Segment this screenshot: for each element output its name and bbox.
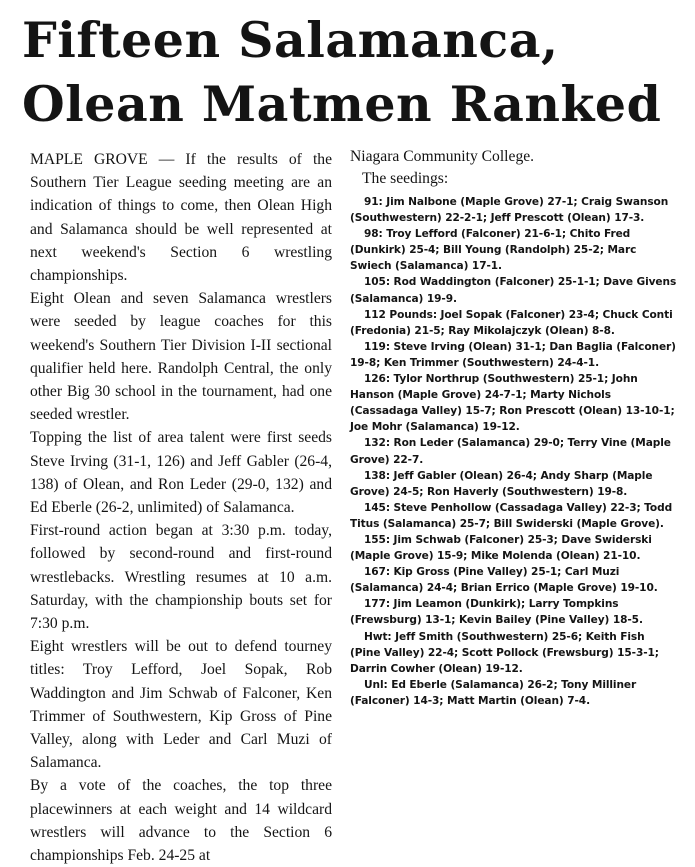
seeding-entry: 105: Rod Waddington (Falconer) 25-1-1; Dave Givens (Salamanca) 19-9. — [350, 276, 677, 305]
seedings-list — [350, 194, 678, 709]
seeding-entry: 145: Steve Penhollow (Cassadaga Valley) 22-3; Todd Titus (Salamanca) 25-7; Bill Swiderski (Maple Grove). — [350, 501, 673, 530]
article-paragraph: Eight wrestlers will be out to defend tourney titles: Troy Lefford, Joel Sopak, Rob Waddington and Jim Schwab of Falconer, Ken Trimmer of Southwestern, Kip Gross of Pine Valley, along with Leder and Carl Muzi of Salamanca. — [30, 638, 332, 772]
seeding-entry: 155: Jim Schwab (Falconer) 25-3; Dave Swiderski (Maple Grove) 15-9; Mike Molenda (Olean) 21-10. — [350, 533, 652, 563]
article-paragraph: First-round action began at 3:30 p.m. today, followed by second-round and first-round wrestlebacks. Wrestling resumes at 10 a.m. Saturday, with the championship bouts set for 7:30 p.m. — [30, 522, 332, 633]
seeding-entry: 119: Steve Irving (Olean) 31-1; Dan Baglia (Falconer) 19-8; Ken Trimmer (Southwestern) 24-4-1. — [350, 340, 676, 369]
article-continuation: Niagara Community College. — [350, 148, 535, 165]
article-paragraph: Eight Olean and seven Salamanca wrestlers were seeded by league coaches for this weekend's Southern Tier Division I-II sectional qualifier held here. Randolph Central, the only other Big 30 school in the tournament, had one seeded wrestler. — [30, 290, 332, 424]
article-paragraph: By a vote of the coaches, the top three placewinners at each weight and 14 wildcard wrestlers will advance to the Section 6 championships Feb. 24-25 at — [30, 777, 332, 865]
seeding-entry: 91: Jim Nalbone (Maple Grove) 27-1; Craig Swanson (Southwestern) 22-2-1; Jeff Prescott (Olean) 17-3. — [350, 196, 669, 225]
seeding-entry: 177: Jim Leamon (Dunkirk); Larry Tompkins (Frewsburg) 13-1; Kevin Bailey (Pine Valley) 18-5. — [350, 598, 643, 627]
seeding-entry: 167: Kip Gross (Pine Valley) 25-1; Carl Muzi (Salamanca) 24-4; Brian Errico (Maple Grove) 19-10. — [350, 566, 658, 595]
seeding-entry: 126: Tylor Northrup (Southwestern) 25-1; John Hanson (Maple Grove) 24-7-1; Marty Nichols (Cassadaga Valley) 15-7; Ron Prescott (Olean) 13-10-1; Joe Mohr (Salamanca) 19-12. — [350, 373, 675, 434]
seeding-entry: 138: Jeff Gabler (Olean) 26-4; Andy Sharp (Maple Grove) 24-5; Ron Haverly (Southwestern) 19-8. — [350, 469, 653, 498]
headline-line-2: Olean Matmen Ranked — [22, 75, 662, 133]
seeding-entry: 132: Ron Leder (Salamanca) 29-0; Terry Vine (Maple Grove) 22-7. — [350, 437, 671, 466]
article-left-column — [30, 148, 332, 867]
headline — [22, 8, 682, 136]
article-right-column — [350, 146, 678, 709]
headline-line-1: Fifteen Salamanca, — [22, 11, 559, 69]
seeding-entry: 112 Pounds: Joel Sopak (Falconer) 23-4; Chuck Conti (Fredonia) 21-5; Ray Mikolajczyk (Olean) 8-8. — [350, 308, 673, 337]
seedings-label: The seedings: — [362, 170, 449, 187]
seeding-entry: Hwt: Jeff Smith (Southwestern) 25-6; Keith Fish (Pine Valley) 22-4; Scott Pollock (Frewsburg) 15-3-1; Darrin Cowher (Olean) 19-12. — [350, 630, 659, 675]
article-paragraph: Topping the list of area talent were first seeds Steve Irving (31-1, 126) and Jeff Gabler (26-4, 138) of Olean, and Ron Leder (29-0, 132) and Ed Eberle (26-2, unlimited) of Salamanca. — [30, 429, 332, 517]
seeding-entry: 98: Troy Lefford (Falconer) 21-6-1; Chito Fred (Dunkirk) 25-4; Bill Young (Randolph) 25-2; Marc Swiech (Salamanca) 17-1. — [350, 228, 637, 273]
article-paragraph: MAPLE GROVE — If the results of the Southern Tier League seeding meeting are an indication of things to come, then Olean High and Salamanca should be well represented at next weekend's Section 6 wrestling championships. — [30, 151, 332, 285]
seeding-entry: Unl: Ed Eberle (Salamanca) 26-2; Tony Milliner (Falconer) 14-3; Matt Martin (Olean) 7-4. — [350, 678, 637, 707]
